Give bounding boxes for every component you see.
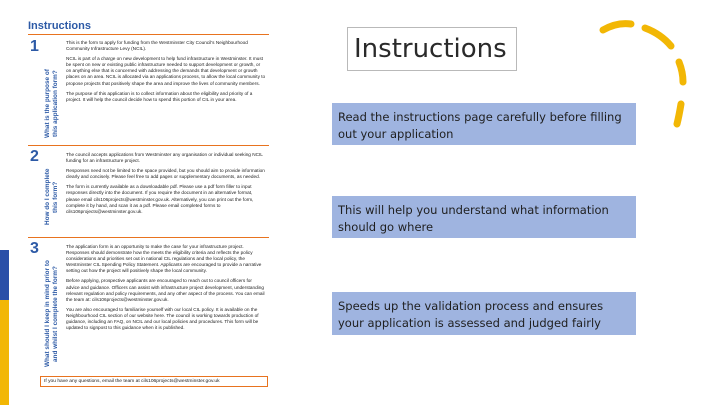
section-side-label: How do I complete this form? (44, 168, 59, 226)
section-side-label: What should I keep in mind prior to and whilst I complete the form? (44, 260, 59, 368)
section-body (66, 40, 266, 107)
section-body (66, 152, 266, 219)
left-accent-bar-yellow (0, 300, 9, 405)
info-box-read-instructions: Read the instructions page carefully before filling out your application (332, 103, 636, 145)
document-section-3 (28, 240, 269, 374)
document-footer: If you have any questions, email the team at cils106projects@westminster.gov.uk (40, 376, 268, 387)
document-title: Instructions (28, 20, 91, 32)
section-number: 1 (30, 38, 39, 55)
left-accent-bar-blue (0, 250, 9, 300)
document-rule (28, 237, 269, 238)
section-body (66, 244, 266, 335)
section-paragraph: You are also encouraged to familiarise yourself with our local CIL policy. It is available on the Neighbourhood CIL section of our website here. The council is working towards production of guidance, including an FAQ, on NCIL and our local policies and procedures. This form will be updated to signpost to this guidance when it is published. (66, 306, 259, 331)
info-box-validation: Speeds up the validation process and ensures your application is assessed and judged fairly (332, 292, 636, 335)
document-section-2 (28, 148, 269, 238)
section-paragraph: NCIL is part of a charge on new development to help fund infrastructure in Westminster. It must be spent on new or existing public infrastructure needed to support development or growth, or on anything else that is concerned with addressing the demands that development or growth places on an area. NCIL is allocated via an applications process, to allow the local community to propose projects that positively shape the area and improve the lives of community members. (66, 56, 266, 86)
section-paragraph: The application form is an opportunity to make the case for your infrastructure project. Responses should demonstrate how the meets the eligibility criteria and reflects the policy considerations and priorities set out in national CIL regulations and the local policy, the Westminster CIL Spending Policy Statement. Applicants are encouraged to provide a narrative setting out how the project will positively shape the local community. (66, 244, 262, 274)
slide-title: Instructions (347, 27, 517, 71)
section-paragraph: The council accepts applications from Westminster any organisation or individual seeking NCIL funding for an infrastructure project. (66, 152, 263, 164)
section-paragraph: Before applying, prospective applicants are encouraged to reach out to council officers for advice and guidance. Officers can assist with infrastructure project development, understanding relevant regulation and policy requirements, and any other aspect of the process. You can email the team at: cils106projects@westminster.gov.uk. (66, 278, 265, 302)
section-paragraph: Responses need not be limited to the space provided, but you should aim to provide information clearly and concisely. Please feel free to add pages or supplementary documents, as needed. (66, 168, 265, 180)
document-rule (28, 34, 269, 35)
info-box-understand: This will help you understand what information should go where (332, 196, 636, 238)
section-paragraph: The purpose of this application is to collect information about the eligibility and priority of a project. It will help the council decide how to spend this portion of CIL in your area. (66, 90, 253, 102)
section-side-label: What is the purpose of this application form? (44, 69, 59, 139)
document-rule (28, 145, 269, 146)
section-paragraph: The form is currently available as a downloadable pdf. Please use a pdf form filler to input responses directly into the document. If you require the document in an alternative format, please email cils106projects@westminster.gov.uk. Alternatively, you can print out the form, complete it by hand, and scan it as a pdf. Please email completed forms to cils106projects@westminster.gov.uk. (66, 184, 254, 214)
section-number: 2 (30, 148, 39, 165)
instructions-document (28, 20, 269, 390)
section-paragraph: This is the form to apply for funding from the Westminster City Council's Neighbourhood Community Infrastructure Levy (NCIL). (66, 40, 248, 52)
document-section-1 (28, 38, 269, 148)
section-number: 3 (30, 240, 39, 257)
decorative-arc-icon (595, 12, 695, 132)
